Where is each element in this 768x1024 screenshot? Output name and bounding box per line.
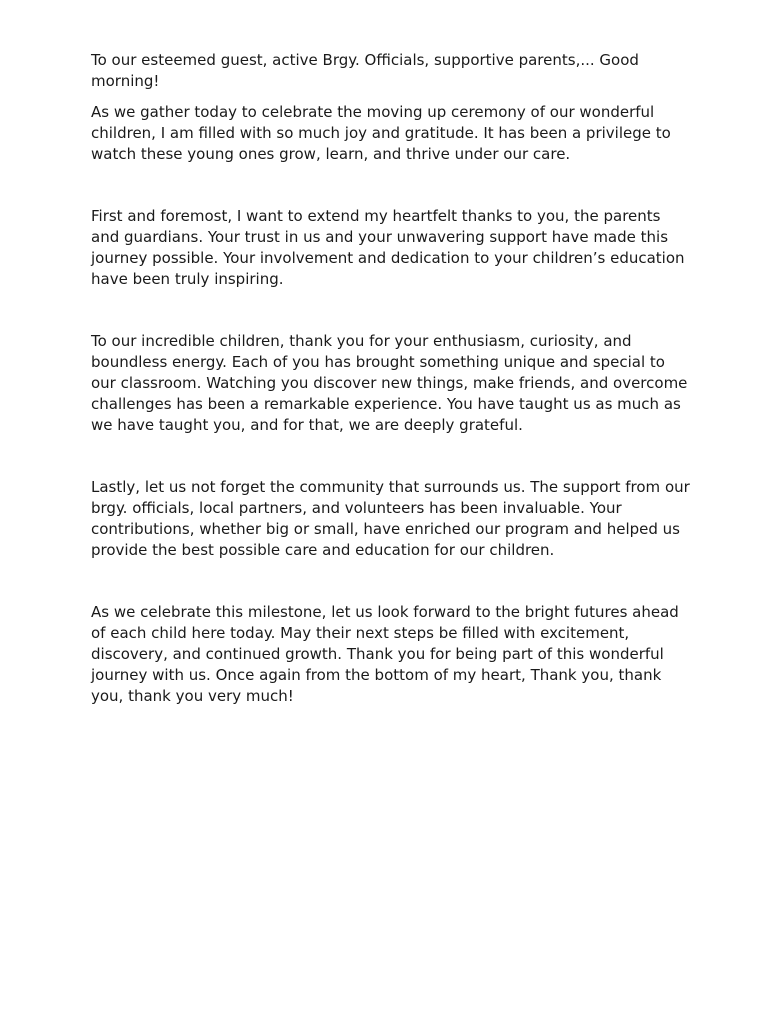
paragraph-thanks-community: Lastly, let us not forget the community that surrounds us. The support from our brgy. officials, local partners, and volunteers has been invaluable. Your contributions, whether big or small, have enriched our program and helped us provide the best possible care and education for our children. (91, 478, 690, 559)
paragraph-greeting: To our esteemed guest, active Brgy. Officials, supportive parents,... Good morning! (91, 51, 639, 90)
paragraph-celebration-intro: As we gather today to celebrate the moving up ceremony of our wonderful children, I am filled with so much joy and gratitude. It has been a privilege to watch these young ones grow, learn, and thrive under our care. (91, 103, 671, 163)
paragraph-thanks-children: To our incredible children, thank you for your enthusiasm, curiosity, and boundless energy. Each of you has brought something unique and special to our classroom. Watching you discover new things, make friends, and overcome challenges has been a remarkable experience. You have taught us as much as we have taught you, and for that, we are deeply grateful. (91, 332, 688, 434)
paragraph-thanks-parents: First and foremost, I want to extend my heartfelt thanks to you, the parents and guardians. Your trust in us and your unwavering support have made this journey possible. Your involvement and dedication to your children’s education have been truly inspiring. (91, 207, 685, 288)
paragraph-closing: As we celebrate this milestone, let us look forward to the bright futures ahead of each child here today. May their next steps be filled with excitement, discovery, and continued growth. Thank you for being part of this wonderful journey with us. Once again from the bottom of my heart, Thank you, thank you, thank you very much! (91, 603, 679, 705)
speech-body (91, 50, 691, 707)
